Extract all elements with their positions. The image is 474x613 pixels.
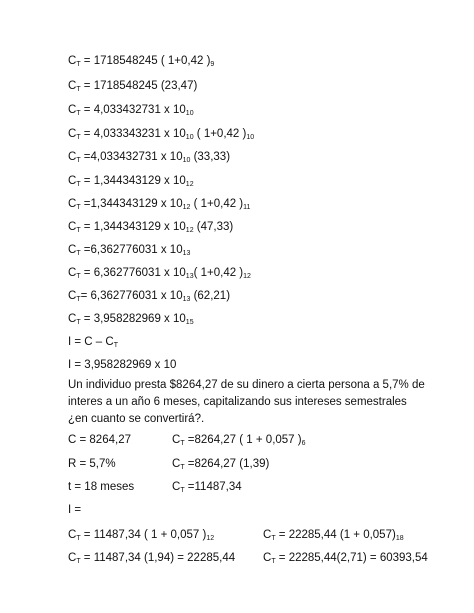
given-capital: C = 8264,27 (68, 434, 131, 446)
equation-line-11: $C_T= 6,362776031$ x $10_{13}$ (62,21) (68, 290, 231, 303)
equation-line-2: $C_T = 1718548245$ (23,47) (68, 80, 198, 93)
equation-line-14: I = 3,958282969 x 10 (68, 359, 177, 371)
given-rate: R = 5,7% (68, 458, 116, 470)
result-line-1: $C_T =8264,27$ ( 1 + 0,057 )$_6$ (172, 434, 306, 447)
equation-line-5: $C_T =4,033432731$ x $10_{10}$ (33,33) (68, 151, 231, 164)
equation-line-8: $C_T = 1,344343129$ x $10_{12}$ (47,33) (68, 221, 234, 234)
equation-line-7: $C_T =1,344343129$ x $10_{12}$ ( 1+0,42 )$_{11}$ (68, 198, 251, 211)
equation-line-10: $C_T = 6,362776031$ x $10_{13}$( 1+0,42 )$_{12}$ (68, 267, 251, 280)
final-left-2: $C_T = 11487,34$ (1,94) = 22285,44 (68, 552, 236, 565)
final-left-1: $C_T = 11487,34$ ( 1 + 0,057 )$_{12}$ (68, 529, 215, 542)
equation-line-13: $I = C - C_T$ (68, 336, 118, 349)
result-line-3: $C_T =11487,34$ (172, 481, 242, 494)
equation-line-9: $C_T =6,362776031$ x $10_{13}$ (68, 244, 191, 257)
final-right-2: $C_T = 22285,44(2,71) = 60393,54$ (263, 552, 428, 565)
equation-line-4: $C_T = 4,033343231$ x $10_{10}$ ( 1+0,42 )$_{10}$ (68, 128, 255, 141)
given-time: t = 18 meses (68, 481, 135, 493)
result-line-2: $C_T =8264,27$ (1,39) (172, 458, 270, 471)
equation-line-6: $C_T = 1,344343129$ x $10_{12}$ (68, 175, 194, 188)
interest-line: I = (68, 504, 82, 516)
equation-line-1: $C_T = 1718548245$ ( 1+0,42 )$_9$ (68, 55, 215, 68)
equation-line-3: $C_T = 4,033432731$ x $10_{10}$ (68, 104, 194, 117)
final-right-1: $C_T = 22285,44$ $(1 + 0,057)_{18}$ (263, 529, 404, 542)
problem-paragraph: Un individuo presta $8264,27 de su dinero a cierta persona a 5,7% de interes a un año 6 meses, capitalizando sus intereses semestrales ¿en cuanto se convertirá?. (68, 379, 425, 425)
equation-line-12: $C_T = 3,958282969$ x $10_{15}$ (68, 313, 194, 326)
